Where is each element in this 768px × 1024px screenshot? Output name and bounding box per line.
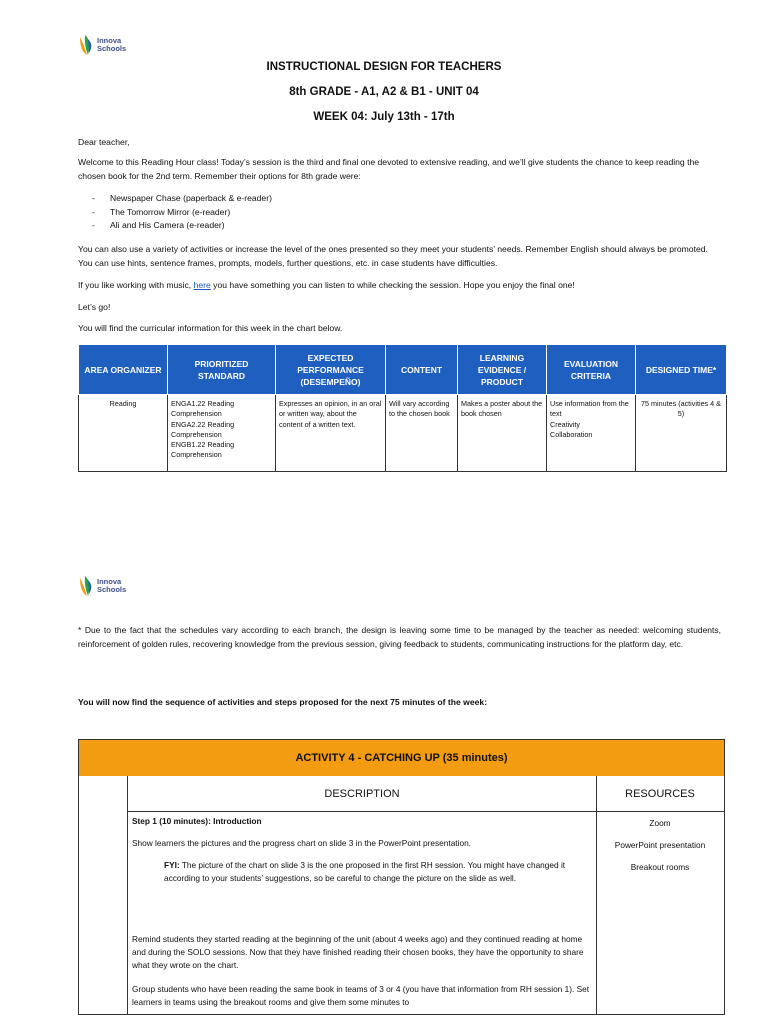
activity-title: ACTIVITY 4 - CATCHING UP (35 minutes) — [79, 740, 724, 776]
remind-paragraph: Remind students they started reading at the beginning of the unit (about 4 weeks ago) and they continued reading at home and during the SOLO sessions. Now that they have finished reading their chosen books, they have the opportunity to share what they wrote on the chart. — [132, 934, 584, 970]
sequence-intro: You will now find the sequence of activities and steps proposed for the next 75 minutes of the week: — [78, 697, 488, 707]
list-item: - Newspaper Chase (paperback & e-reader) — [78, 192, 272, 206]
curricular-intro: You will find the curricular information for this week in the chart below. — [78, 323, 343, 333]
activities-paragraph: You can also use a variety of activities or increase the level of the ones presented so they meet your students’ needs. Remember English should always be promoted. You can use hints, sentence frames, prompts, models, further questions, etc. in case students have difficulties. — [78, 244, 708, 268]
innova-logo — [78, 574, 126, 598]
description-body — [128, 812, 597, 1014]
resource-item: PowerPoint presentation — [614, 840, 706, 850]
criteria-item: Collaboration — [550, 429, 593, 439]
welcome-paragraph: Welcome to this Reading Hour class! Today’s session is the third and final one devoted to extensive reading, and we’ll give students the chance to keep reading the chosen book for the 2nd term. Remember their options for 8th grade were: — [78, 157, 700, 181]
doc-grade: 8th GRADE - A1, A2 & B1 - UNIT 04 — [289, 86, 479, 98]
doc-title: INSTRUCTIONAL DESIGN FOR TEACHERS — [266, 61, 502, 73]
standard-item: ENGA2.22 Reading Comprehension — [171, 419, 235, 439]
description-header: DESCRIPTION — [128, 776, 597, 812]
cell-standard — [168, 395, 276, 472]
logo-line2: Schools — [97, 44, 127, 53]
cell-time: 75 minutes (activities 4 & 5) — [636, 395, 727, 472]
table-header-row — [79, 345, 727, 395]
cell-content: Will vary according to the chosen book — [386, 395, 458, 472]
resources-header: RESOURCES — [596, 776, 724, 812]
resource-item: Zoom — [649, 818, 671, 828]
greeting: Dear teacher, — [78, 137, 130, 147]
resources-list — [596, 812, 724, 878]
step1-title: Step 1 (10 minutes): Introduction — [132, 816, 262, 826]
logo-line1: Innova — [97, 36, 122, 45]
innova-logo — [78, 33, 126, 57]
book-options-list — [78, 192, 272, 233]
header-performance: EXPECTED PERFORMANCE (DESEMPEÑO) — [276, 345, 386, 395]
music-text-before: If you like working with music, — [78, 280, 192, 290]
header-area: AREA ORGANIZER — [79, 345, 168, 395]
doc-week: WEEK 04: July 13th - 17th — [313, 111, 455, 123]
fyi-text: The picture of the chart on slide 3 is the one proposed in the first RH session. You might have changed it according to your students’ suggestions, so be careful to change the picture on the slide as well. — [164, 860, 566, 883]
header-standard: PRIORITIZED STANDARD — [168, 345, 276, 395]
step1-text: Show learners the pictures and the progress chart on slide 3 in the PowerPoint presentation. — [132, 838, 471, 848]
innova-leaf-icon — [78, 33, 94, 57]
cell-evidence: Makes a poster about the book chosen — [458, 395, 547, 472]
standard-item: ENGB1.22 Reading Comprehension — [171, 440, 235, 460]
list-item: - The Tomorrow Mirror (e-reader) — [78, 206, 272, 220]
header-time: DESIGNED TIME* — [636, 345, 727, 395]
table-row — [79, 395, 727, 472]
fyi-label: FYI: — [164, 860, 180, 870]
innova-leaf-icon — [78, 574, 94, 598]
resource-item: Breakout rooms — [630, 862, 690, 872]
cell-area: Reading — [79, 395, 168, 472]
music-link[interactable]: here — [193, 280, 211, 290]
cell-criteria — [547, 395, 636, 472]
cell-performance: Expresses an opinion, in an oral or written way, about the content of a written text. — [276, 395, 386, 472]
standard-item: ENGA1.22 Reading Comprehension — [171, 399, 235, 419]
header-evidence: LEARNING EVIDENCE / PRODUCT — [458, 345, 547, 395]
criteria-item: Creativity — [550, 419, 580, 429]
music-text-after: you have something you can listen to while checking the session. Hope you enjoy the final one! — [213, 280, 575, 290]
music-paragraph — [78, 279, 718, 293]
curricular-table — [78, 344, 727, 472]
logo-line1: Innova — [97, 577, 122, 586]
activity-4-table — [78, 739, 725, 1015]
group-paragraph: Group students who have been reading the same book in teams of 3 or 4 (you have that information from RH session 1). Set learners in teams using the breakout rooms and give them some minutes to — [132, 984, 590, 1007]
header-criteria: EVALUATION CRITERIA — [547, 345, 636, 395]
list-item: - Ali and His Camera (e-reader) — [78, 219, 272, 233]
header-content: CONTENT — [386, 345, 458, 395]
fyi-note — [164, 859, 588, 885]
criteria-item: Use information from the text — [550, 399, 629, 419]
logo-line2: Schools — [97, 585, 127, 594]
lets-go: Let’s go! — [78, 302, 111, 312]
activity-left-column — [79, 776, 128, 1014]
footnote: * Due to the fact that the schedules vary according to each branch, the design is leaving some time to be managed by the teacher as needed: welcoming students, reinforcement of golden rules, recovering knowledge from the previous session, giving feedback to students, communicating instructions for the platform day, etc. — [78, 625, 721, 649]
